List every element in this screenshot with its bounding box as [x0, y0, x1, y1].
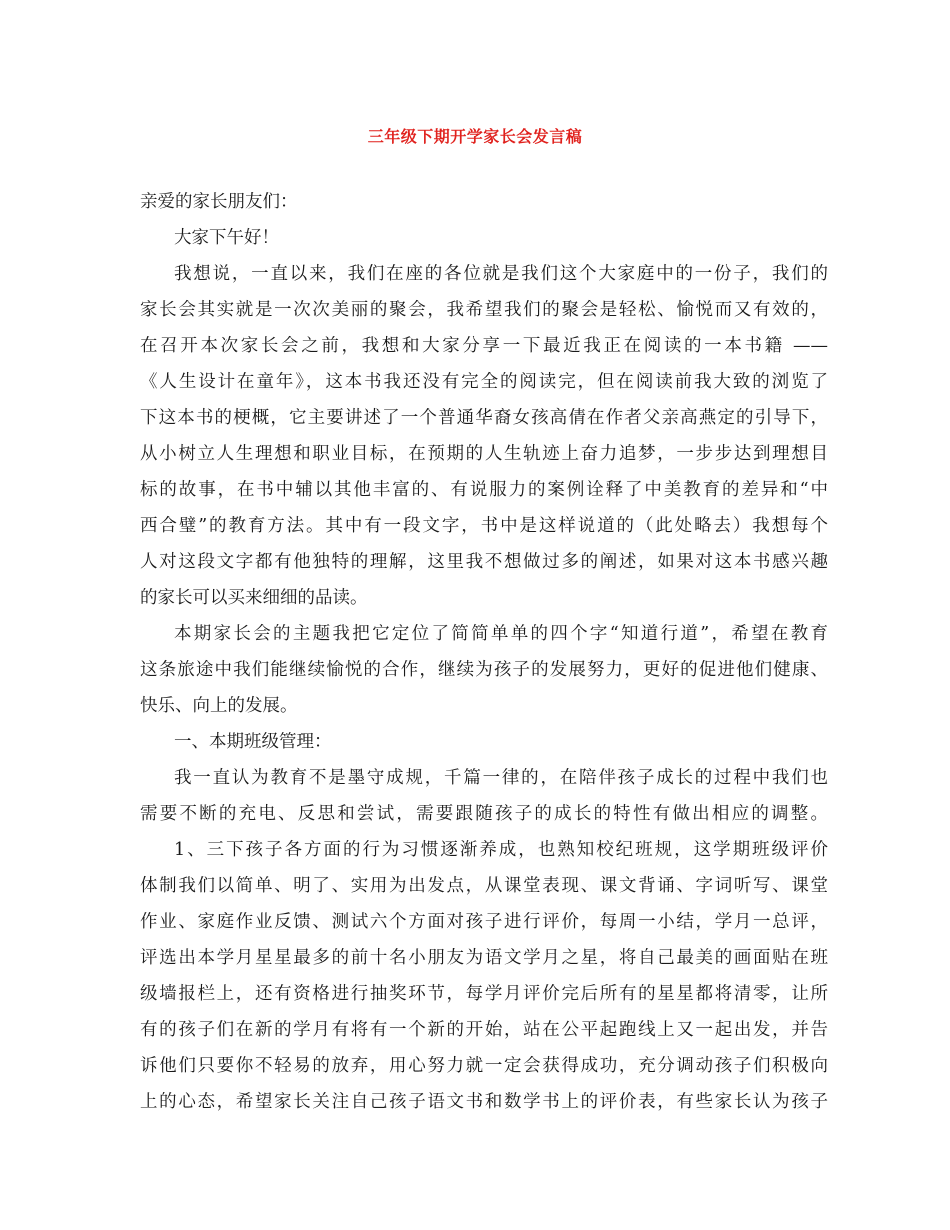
- paragraph-line: 下这本书的梗概，它主要讲述了一个普通华裔女孩高倩在作者父亲高燕定的引导下，: [140, 408, 828, 428]
- paragraph-line: 标的故事，在书中辅以其他丰富的、有说服力的案例诠释了中美教育的差异和“中: [140, 480, 828, 500]
- paragraph-line: 我想说，一直以来，我们在座的各位就是我们这个大家庭中的一份子，我们的: [174, 264, 828, 284]
- paragraph-line: 西合璧”的教育方法。其中有一段文字，书中是这样说道的（此处略去）我想每个: [140, 516, 828, 536]
- paragraph-line: 上的心态，希望家长关注自己孩子语文书和数学书上的评价表，有些家长认为孩子: [140, 1092, 828, 1112]
- paragraph-line: 需要不断的充电、反思和尝试，需要跟随孩子的成长的特性有做出相应的调整。: [140, 804, 828, 824]
- paragraph-line: 体制我们以简单、明了、实用为出发点，从课堂表现、课文背诵、字词听写、课堂: [140, 876, 828, 896]
- paragraph-line: 本期家长会的主题我把它定位了简简单单的四个字“知道行道”，希望在教育: [174, 624, 828, 644]
- paragraph-line: 这条旅途中我们能继续愉悦的合作，继续为孩子的发展努力，更好的促进他们健康、: [140, 660, 828, 680]
- document-body: [140, 184, 828, 1120]
- section-heading: 一、本期班级管理：: [174, 732, 332, 752]
- paragraph-line: 大家下午好！: [174, 228, 279, 248]
- paragraph-line: 的家长可以买来细细的品读。: [140, 588, 368, 608]
- paragraph-line: 人对这段文字都有他独特的理解，这里我不想做过多的阐述，如果对这本书感兴趣: [140, 552, 828, 572]
- paragraph-line: 《人生设计在童年》，这本书我还没有完全的阅读完，但在阅读前我大致的浏览了: [140, 372, 828, 392]
- paragraph-line: 级墙报栏上，还有资格进行抽奖环节，每学月评价完后所有的星星都将清零，让所: [140, 984, 828, 1004]
- paragraph-line: 评选出本学月星星最多的前十名小朋友为语文学月之星，将自己最美的画面贴在班: [140, 948, 828, 968]
- paragraph-line: 从小树立人生理想和职业目标，在预期的人生轨迹上奋力追梦，一步步达到理想目: [140, 444, 828, 464]
- paragraph-line: 作业、家庭作业反馈、测试六个方面对孩子进行评价，每周一小结，学月一总评，: [140, 912, 828, 932]
- paragraph-line: 我一直认为教育不是墨守成规，千篇一律的，在陪伴孩子成长的过程中我们也: [174, 768, 828, 788]
- document-title: 三年级下期开学家长会发言稿: [367, 127, 583, 146]
- paragraph-line: 家长会其实就是一次次美丽的聚会，我希望我们的聚会是轻松、愉悦而又有效的，: [140, 300, 828, 320]
- paragraph-line: 有的孩子们在新的学月有将有一个新的开始，站在公平起跑线上又一起出发，并告: [140, 1020, 828, 1040]
- paragraph-line: 诉他们只要你不轻易的放弃，用心努力就一定会获得成功，充分调动孩子们积极向: [140, 1056, 828, 1076]
- paragraph-line: 亲爱的家长朋友们：: [140, 192, 298, 212]
- paragraph-line: 在召开本次家长会之前，我想和大家分享一下最近我正在阅读的一本书籍 ——: [140, 336, 828, 356]
- paragraph-line: 1、三下孩子各方面的行为习惯逐渐养成，也熟知校纪班规，这学期班级评价: [174, 840, 828, 860]
- paragraph-line: 快乐、向上的发展。: [140, 696, 298, 716]
